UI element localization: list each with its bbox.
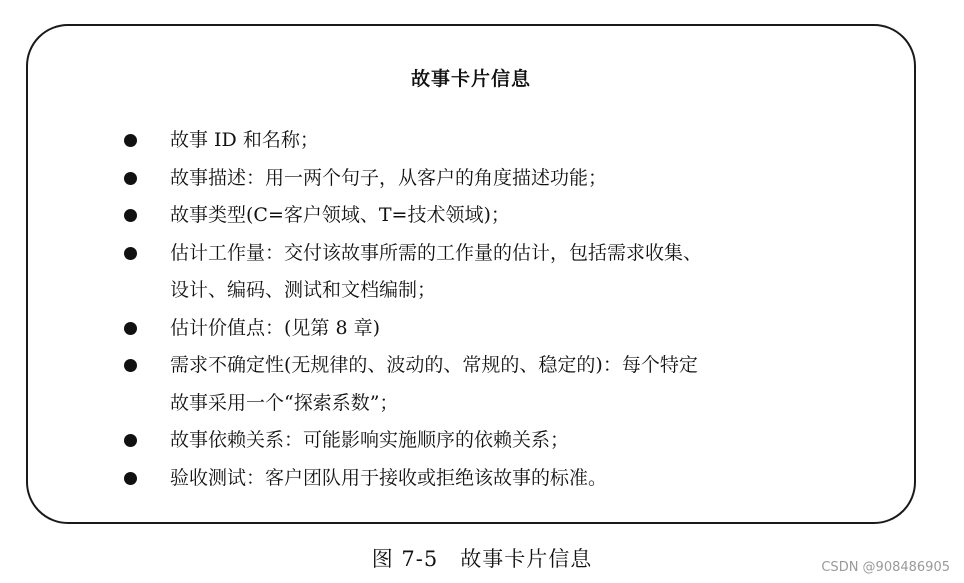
story-card-box	[26, 24, 916, 524]
figure-caption	[0, 543, 964, 573]
bullet-icon	[124, 134, 137, 147]
bullet-icon	[124, 172, 137, 185]
card-title: 故事卡片信息	[410, 68, 531, 90]
list-item	[124, 122, 904, 160]
list-item-text: 故事描述：用一两个句子，从客户的角度描述功能；	[170, 166, 608, 189]
list-item-text: 需求不确定性(无规律的、波动的、常规的、稳定的)：每个特定	[170, 354, 698, 376]
bullet-icon	[124, 209, 137, 222]
list-item	[124, 197, 904, 235]
list-item	[124, 460, 904, 498]
list-item	[124, 422, 904, 460]
bullet-icon	[124, 247, 137, 260]
list-item-text: 估计工作量：交付该故事所需的工作量的估计，包括需求收集、	[170, 241, 703, 264]
list-item-text-continued: 设计、编码、测试和文档编制；	[170, 279, 437, 301]
list-item-text: 估计价值点：(见第 8 章)	[170, 316, 380, 339]
figure-number: 图 7-5	[371, 547, 439, 571]
list-item	[124, 160, 904, 198]
list-item	[124, 235, 904, 310]
story-info-list	[124, 122, 904, 497]
watermark: CSDN @908486905	[821, 560, 950, 575]
bullet-icon	[124, 322, 137, 335]
bullet-icon	[124, 434, 137, 447]
list-item	[124, 310, 904, 348]
list-item	[124, 347, 904, 422]
list-item-text: 验收测试：客户团队用于接收或拒绝该故事的标准。	[170, 466, 608, 489]
bullet-icon	[124, 472, 137, 485]
list-item-text: 故事依赖关系：可能影响实施顺序的依赖关系；	[170, 429, 570, 451]
bullet-icon	[124, 359, 137, 372]
list-item-text-continued: 故事采用一个“探索系数”；	[170, 391, 399, 414]
figure-caption-text: 故事卡片信息	[460, 547, 593, 571]
list-item-text: 故事 ID 和名称；	[170, 129, 319, 151]
list-item-text: 故事类型(C=客户领域、T=技术领域)；	[170, 204, 510, 226]
